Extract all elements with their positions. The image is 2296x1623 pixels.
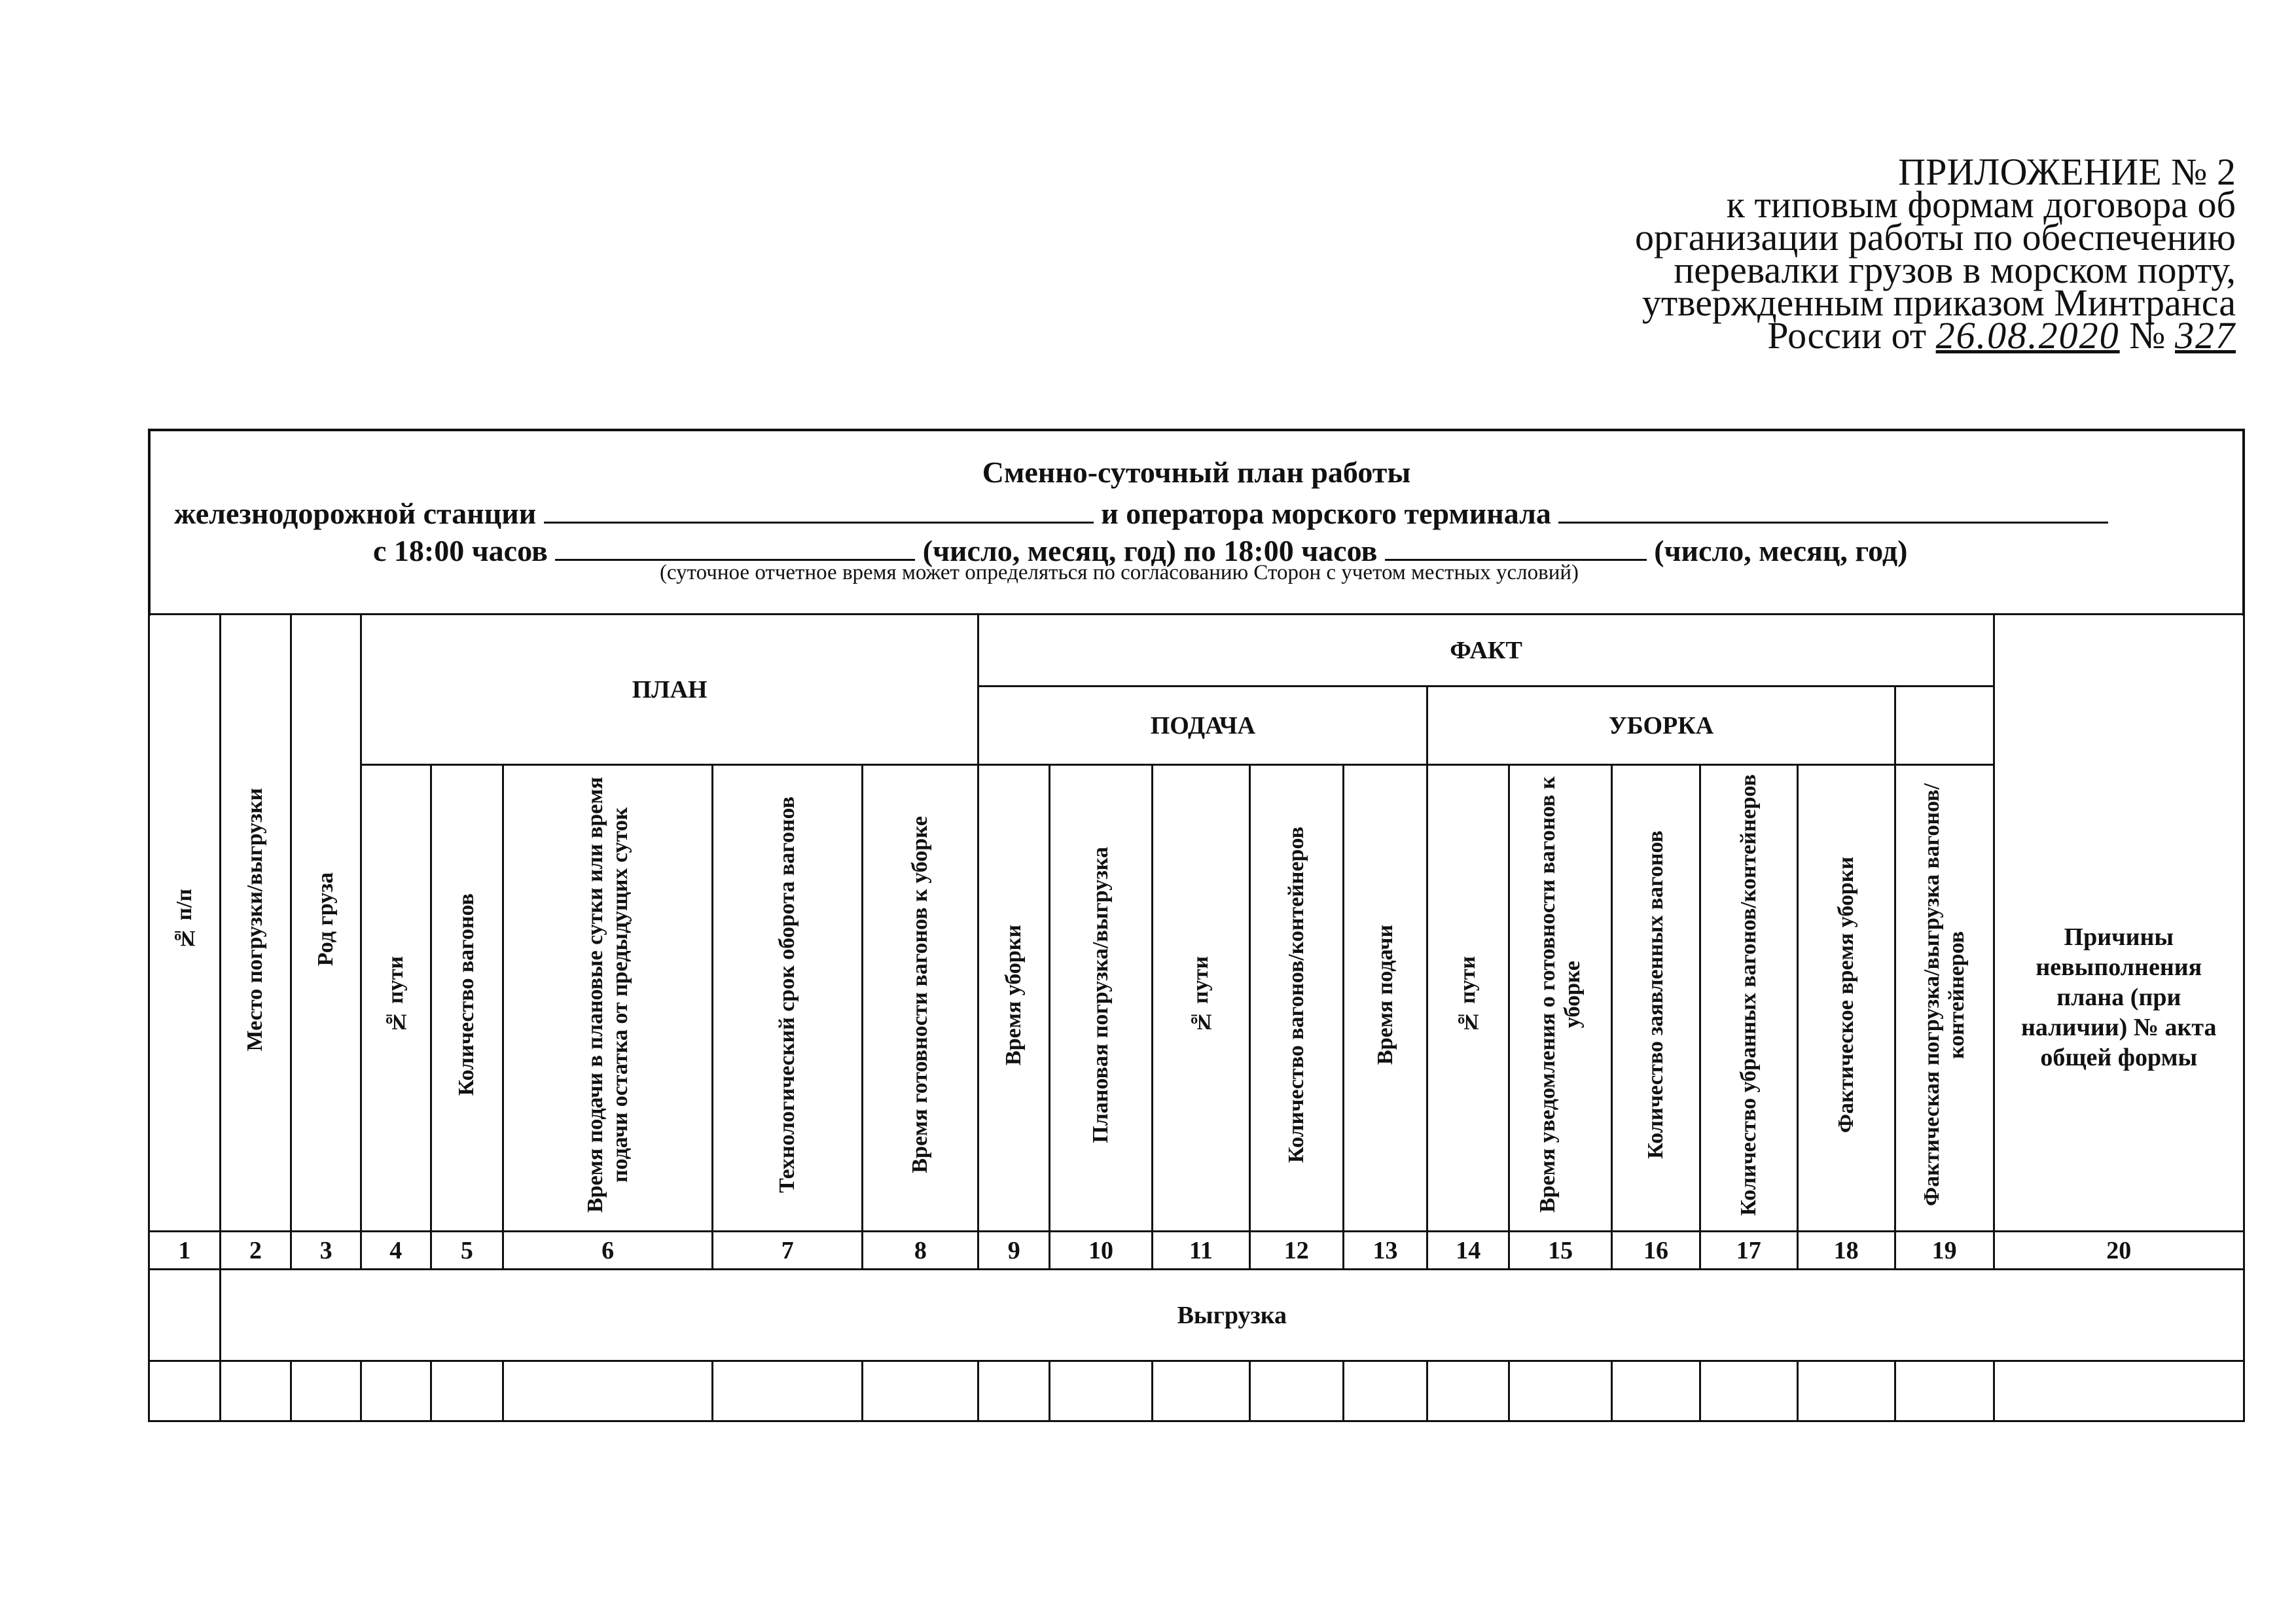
form-header	[148, 429, 2245, 616]
col-number: 10	[1050, 1232, 1153, 1270]
empty-cell[interactable]	[978, 1361, 1050, 1421]
appendix-line: утвержденным приказом Минтранса	[1641, 281, 2236, 324]
col-header-18: Фактическое время уборки	[1797, 765, 1895, 1232]
col-header-13: Время подачи	[1343, 765, 1427, 1232]
col-number: 16	[1612, 1232, 1700, 1270]
empty-cell[interactable]	[1152, 1361, 1249, 1421]
col-header-2: Место погрузки/выгрузки	[220, 615, 291, 1232]
col-number: 17	[1700, 1232, 1797, 1270]
empty-cell[interactable]	[1612, 1361, 1700, 1421]
col-number: 9	[978, 1232, 1050, 1270]
col-header-15: Время уведомления о готовности вагонов к уборке	[1509, 765, 1612, 1232]
col-header-1: № п/п	[149, 615, 221, 1232]
order-number: 327	[2175, 314, 2236, 357]
empty-cell[interactable]	[1797, 1361, 1895, 1421]
empty-cell[interactable]	[291, 1361, 361, 1421]
appendix-title: ПРИЛОЖЕНИЕ № 2	[1898, 151, 2236, 193]
empty-cell[interactable]	[220, 1361, 291, 1421]
col-number: 19	[1895, 1232, 1994, 1270]
empty-cell[interactable]	[1994, 1361, 2244, 1421]
from-label: с 18:00 часов	[373, 534, 548, 567]
appendix-line: организации работы по обеспечению	[1634, 216, 2236, 259]
reason-header-top	[1994, 615, 2244, 765]
col-number: 15	[1509, 1232, 1612, 1270]
col-number: 20	[1994, 1232, 2244, 1270]
station-blank[interactable]	[544, 495, 1094, 524]
appendix-order-line	[1516, 314, 2236, 357]
empty-cell[interactable]	[1050, 1361, 1153, 1421]
number-sign: №	[2129, 314, 2166, 357]
empty-cell[interactable]	[1700, 1361, 1797, 1421]
group-fact: ФАКТ	[978, 615, 1994, 687]
appendix-prefix: России от	[1767, 314, 1927, 357]
col-header-7: Технологический срок оборота вагонов	[713, 765, 863, 1232]
group-removal: УБОРКА	[1427, 687, 1895, 765]
form-note: (суточное отчетное время может определяться по согласованию Сторон с учетом местных условий)	[659, 561, 1579, 584]
col-number: 4	[361, 1232, 431, 1270]
col-number: 14	[1427, 1232, 1509, 1270]
group-plan: ПЛАН	[361, 615, 978, 765]
col-header-8: Время готовности вагонов к уборке	[863, 765, 978, 1232]
col-header-4: № пути	[361, 765, 431, 1232]
col-number: 11	[1152, 1232, 1249, 1270]
col-header-3: Род груза	[291, 615, 361, 1232]
date-label-2: (число, месяц, год)	[1654, 534, 1908, 567]
col-number: 1	[149, 1232, 221, 1270]
group-empty	[1895, 687, 1994, 765]
col-header-14: № пути	[1427, 765, 1509, 1232]
from-date-blank[interactable]	[555, 533, 915, 561]
col-header-9: Время уборки	[978, 765, 1050, 1232]
appendix-line: к типовым формам договора об	[1726, 183, 2236, 226]
col-number: 7	[713, 1232, 863, 1270]
col-header-16: Количество заявленных вагонов	[1612, 765, 1700, 1232]
empty-cell[interactable]	[1343, 1361, 1427, 1421]
date-label-1: (число, месяц, год) по 18:00 часов	[922, 534, 1378, 567]
empty-cell[interactable]	[431, 1361, 503, 1421]
to-date-blank[interactable]	[1385, 533, 1647, 561]
col-number: 6	[503, 1232, 713, 1270]
col-header-6: Время подачи в плановые сутки или время подачи остатка от предыдущих суток	[503, 765, 713, 1232]
col-header-19: Фактическая погрузка/выгрузка вагонов/контейнеров	[1895, 765, 1994, 1232]
operator-label: и оператора морского терминала	[1101, 497, 1551, 530]
appendix-block	[1516, 151, 2236, 357]
section-index-cell	[149, 1270, 221, 1361]
form-title: Сменно-суточный план работы	[982, 455, 1411, 489]
empty-cell[interactable]	[713, 1361, 863, 1421]
section-unloading: Выгрузка	[220, 1270, 2244, 1361]
empty-cell[interactable]	[149, 1361, 221, 1421]
col-number: 5	[431, 1232, 503, 1270]
empty-cell[interactable]	[361, 1361, 431, 1421]
group-supply: ПОДАЧА	[978, 687, 1427, 765]
col-header-10: Плановая погрузка/выгрузка	[1050, 765, 1153, 1232]
station-label: железнодорожной станции	[174, 497, 537, 530]
empty-cell[interactable]	[1509, 1361, 1612, 1421]
col-number: 18	[1797, 1232, 1895, 1270]
station-operator-line	[174, 495, 2108, 531]
plan-form	[148, 429, 2242, 1423]
empty-cell[interactable]	[863, 1361, 978, 1421]
col-header-11: № пути	[1152, 765, 1249, 1232]
order-date: 26.08.2020	[1935, 314, 2120, 357]
col-number: 13	[1343, 1232, 1427, 1270]
plan-table	[148, 613, 2245, 1422]
col-number: 8	[863, 1232, 978, 1270]
empty-cell[interactable]	[1427, 1361, 1509, 1421]
empty-cell[interactable]	[1895, 1361, 1994, 1421]
empty-cell[interactable]	[1249, 1361, 1343, 1421]
col-number: 2	[220, 1232, 291, 1270]
col-header-12: Количество вагонов/контейнеров	[1249, 765, 1343, 1232]
col-number: 3	[291, 1232, 361, 1270]
operator-blank[interactable]	[1558, 495, 2108, 524]
col-header-17: Количество убранных вагонов/контейнеров	[1700, 765, 1797, 1232]
col-header-20: Причины невыполнения плана (при наличии) № акта общей формы	[1994, 765, 2244, 1232]
appendix-line: перевалки грузов в морском порту,	[1674, 249, 2236, 291]
col-header-5: Количество вагонов	[431, 765, 503, 1232]
col-number: 12	[1249, 1232, 1343, 1270]
empty-cell[interactable]	[503, 1361, 713, 1421]
